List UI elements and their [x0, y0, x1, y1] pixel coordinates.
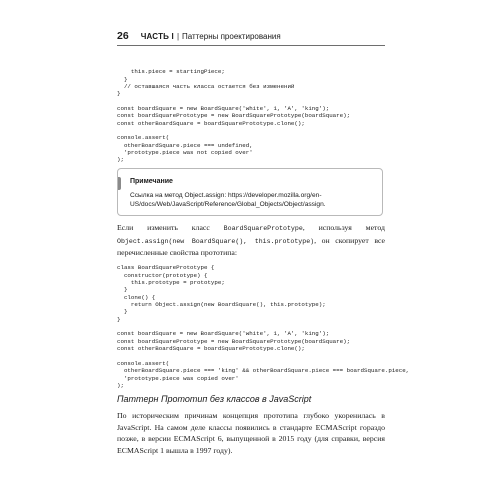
page-number: 26 [117, 30, 129, 42]
code-line: ); [117, 381, 124, 389]
code-line: } [117, 315, 121, 323]
code-line: const otherBoardSquare = boardSquarePrototype.clone(); [117, 119, 305, 127]
code-line: otherBoardSquare.piece === 'king' && otherBoardSquare.piece === boardSquare.piece, [117, 367, 410, 375]
code-line: return Object.assign(new BoardSquare(), this.prototype); [117, 301, 326, 309]
code-line [117, 127, 350, 134]
note-title: Примечание [130, 178, 173, 185]
code-line: otherBoardSquare.piece === undefined, [117, 141, 253, 149]
inline-code: Object.assign(new BoardSquare(), this.prototype) [117, 237, 315, 245]
code-line: const boardSquare = new BoardSquare('white', 1, 'A', 'king'); [117, 330, 330, 338]
code-line: const boardSquare = new BoardSquare('white', 1, 'A', 'king'); [117, 105, 330, 113]
section-paragraph: По историческим причинам концепция прототипа глубоко укоренилась в JavaScript. На самом деле классы появились в стандарте ECMAScript гораздо позже, в версии ECMAScript 6, выпущенной в 2015 году (для справки, версия ECMAScript 1 вышла в 1997 году). [117, 411, 385, 455]
note-text: Ссылка на метод Object.assign: https://developer.mozilla.org/en-US/docs/Web/JavaScript/Reference/Global_Objects/Object/assign. [130, 192, 326, 208]
code-line: const boardSquarePrototype = new BoardSquarePrototype(boardSquare); [117, 112, 351, 120]
code-block-1 [117, 61, 350, 179]
chapter-title: Паттерны проектирования [182, 31, 281, 41]
code-line: 'prototype.piece was copied over' [117, 374, 239, 382]
paragraph-text: , используя метод [302, 223, 385, 232]
paragraph-1 [117, 222, 385, 259]
paragraph-text: , он скопирует все перечисленные свойства прототипа: [117, 235, 385, 257]
note-box [117, 168, 383, 216]
inline-code: BoardSquarePrototype [223, 225, 303, 232]
code-line: } [117, 308, 128, 316]
code-line: console.assert( [117, 134, 170, 142]
code-line [117, 323, 409, 330]
code-line: class BoardSquarePrototype { [117, 264, 215, 272]
code-block-2 [117, 257, 409, 404]
page-header [117, 28, 383, 44]
header-divider [117, 45, 385, 46]
code-line: const otherBoardSquare = boardSquarePrototype.clone(); [117, 345, 305, 353]
section-heading: Паттерн Прототип без классов в JavaScript [117, 394, 312, 404]
code-line: clone() { [117, 293, 156, 301]
header-separator: | [176, 31, 180, 41]
code-line: this.prototype = prototype; [117, 279, 225, 287]
paragraph-text: Если изменить класс [117, 223, 224, 232]
code-line [117, 352, 409, 359]
code-line: } [117, 286, 128, 294]
chapter-label: ЧАСТЬ I [140, 31, 174, 41]
note-accent-bar [118, 177, 121, 190]
code-line: } [117, 90, 121, 98]
code-line: // оставшаяся часть класса остается без изменений [117, 83, 295, 91]
code-line: console.assert( [117, 359, 170, 367]
code-line: constructor(prototype) { [117, 271, 208, 279]
code-line: } [117, 75, 128, 83]
code-line: this.piece = startingPiece; [117, 68, 225, 76]
code-line [117, 98, 350, 105]
code-line: 'prototype.piece was not copied over' [117, 149, 253, 157]
code-line: ); [117, 156, 124, 164]
code-line: const boardSquarePrototype = new BoardSquarePrototype(boardSquare); [117, 337, 351, 345]
